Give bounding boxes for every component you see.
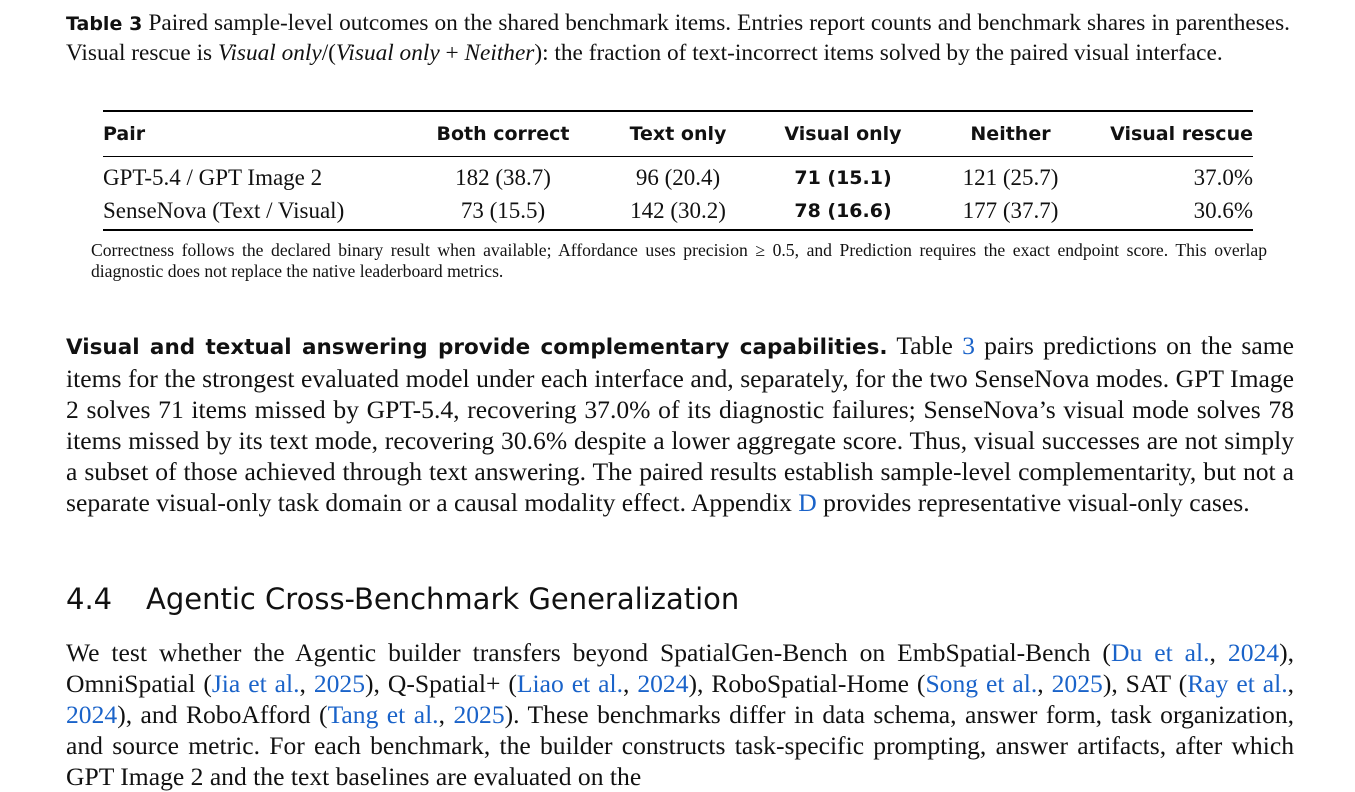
caption-label: Table 3: [66, 13, 143, 35]
table-note: Correctness follows the declared binary result when available; Affordance uses precision ≥ 0.5, and Prediction requires the exact endpoint score. This overlap diagnostic does not replace the native leaderboard metrics.: [91, 240, 1267, 281]
caption-text-1: Paired sample-level outcomes on the shared benchmark items. Entries report counts and benchmark shares in parentheses. Visual rescue is: [66, 10, 1290, 66]
citation-year-link[interactable]: 2024: [1227, 638, 1280, 667]
header-neither: Neither: [970, 123, 1051, 145]
paragraph-lead: Visual and textual answering provide complementary capabilities.: [66, 335, 888, 360]
caption-formula-a: Visual only: [217, 39, 322, 66]
paragraph-text: We test whether the Agentic builder transfers beyond SpatialGen-Bench on EmbSpatial-Bench (: [66, 638, 1111, 667]
citation-year-link[interactable]: 2025: [313, 669, 366, 698]
table-bottom-rule: [103, 229, 1253, 231]
citation-year-link[interactable]: 2025: [453, 700, 505, 729]
header-text-only: Text only: [629, 123, 727, 145]
section-number: 4.4: [66, 582, 113, 616]
cell-text-only: 142 (30.2): [630, 197, 726, 223]
table-ref-link[interactable]: 3: [962, 331, 975, 360]
cell-pair: SenseNova (Text / Visual): [103, 197, 345, 223]
table-row: [103, 157, 1253, 194]
paragraph-text: ). These benchmarks differ in data schema, answer form, task organization, and source metric. For each benchmark, the builder constructs task-specific prompting, answer artifacts, after which GPT Image 2 and the text baselines are evaluated on the: [66, 700, 1295, 791]
paragraph-complementary: [66, 330, 1294, 518]
citation-author-link[interactable]: Du et al.: [1110, 638, 1210, 667]
paragraph-text: provides representative visual-only cases.: [816, 488, 1250, 517]
header-pair: Pair: [103, 123, 146, 145]
citation-year-link[interactable]: 2024: [637, 669, 689, 698]
citation-author-link[interactable]: Jia et al.: [211, 669, 300, 698]
caption-formula-b: Visual only: [335, 39, 440, 66]
section-title: Agentic Cross-Benchmark Generalization: [146, 582, 740, 616]
paragraph-text: ), and RoboAfford (: [117, 700, 328, 729]
paragraph-text: Table: [887, 331, 963, 360]
paragraph-text: ), SAT (: [1102, 669, 1188, 698]
cell-visual-rescue: 37.0%: [1193, 164, 1253, 190]
citation-year-link[interactable]: 2025: [1051, 669, 1103, 698]
caption-formula-mid: /(: [321, 39, 336, 66]
paragraph-text: ), OmniSpatial (: [66, 638, 1295, 698]
cell-neither: 177 (37.7): [962, 197, 1059, 223]
citation-year-link[interactable]: 2024: [66, 700, 118, 729]
header-visual-only: Visual only: [784, 123, 902, 145]
cell-neither: 121 (25.7): [962, 164, 1059, 190]
citation-author-link[interactable]: Song et al.: [925, 669, 1038, 698]
cell-pair: GPT-5.4 / GPT Image 2: [103, 164, 323, 190]
results-table: [103, 110, 1253, 231]
section-heading: [66, 582, 739, 616]
header-visual-rescue: Visual rescue: [1110, 123, 1253, 145]
cell-both-correct: 73 (15.5): [460, 197, 546, 223]
caption-text-2: ): the fraction of text-incorrect items solved by the paired visual interface.: [534, 39, 1223, 66]
paragraph-text: ), RoboSpatial-Home (: [688, 669, 926, 698]
cell-text-only: 96 (20.4): [635, 164, 721, 190]
paragraph-text: pairs predictions on the same items for the strongest evaluated model under each interface and, separately, for the two SenseNova modes. GPT Image 2 solves 71 items missed by GPT-5.4, recovering 37.0% of its diagnostic failures; SenseNova’s visual mode solves 78 items missed by its text mode, recovering 30.6% despite a lower aggregate score. Thus, visual successes are not simply a subset of those achieved through text answering. The paired results establish sample-level complementarity, but not a separate visual-only task domain or a causal modality effect. Appendix: [66, 331, 1294, 517]
paragraph-text: ), Q-Spatial+ (: [365, 669, 517, 698]
cell-both-correct: 182 (38.7): [455, 164, 551, 190]
caption-formula-c: Neither: [464, 39, 535, 66]
header-both-correct: Both correct: [436, 123, 570, 145]
citation-author-link[interactable]: Liao et al.: [516, 669, 623, 698]
citation-author-link[interactable]: Ray et al.: [1187, 669, 1288, 698]
table-row: [103, 194, 1253, 227]
table-header-row: [103, 112, 1253, 156]
table-caption: [66, 9, 1290, 67]
appendix-ref-link[interactable]: D: [798, 488, 817, 517]
citation-author-link[interactable]: Tang et al.: [327, 700, 439, 729]
cell-visual-only: 78 (16.6): [794, 199, 892, 222]
cell-visual-only: 71 (15.1): [794, 166, 892, 189]
caption-formula-plus: +: [439, 39, 465, 66]
paragraph-generalization: We test whether the Agentic builder transfers beyond SpatialGen-Bench on EmbSpatial-Bench (Du et al., 2024), OmniSpatial (Jia et al., 2025), Q-Spatial+ (Liao et al., 2024), RoboSpatial-Home (Song et al., 2025), SAT (Ray et al., 2024), and RoboAfford (Tang et al., 2025). These benchmarks differ in data schema, answer form, task organization, and source metric. For each benchmark, the builder constructs task-specific prompting, answer artifacts, after which GPT Image 2 and the text baselines are evaluated on the: [66, 638, 1295, 791]
cell-visual-rescue: 30.6%: [1193, 197, 1253, 223]
